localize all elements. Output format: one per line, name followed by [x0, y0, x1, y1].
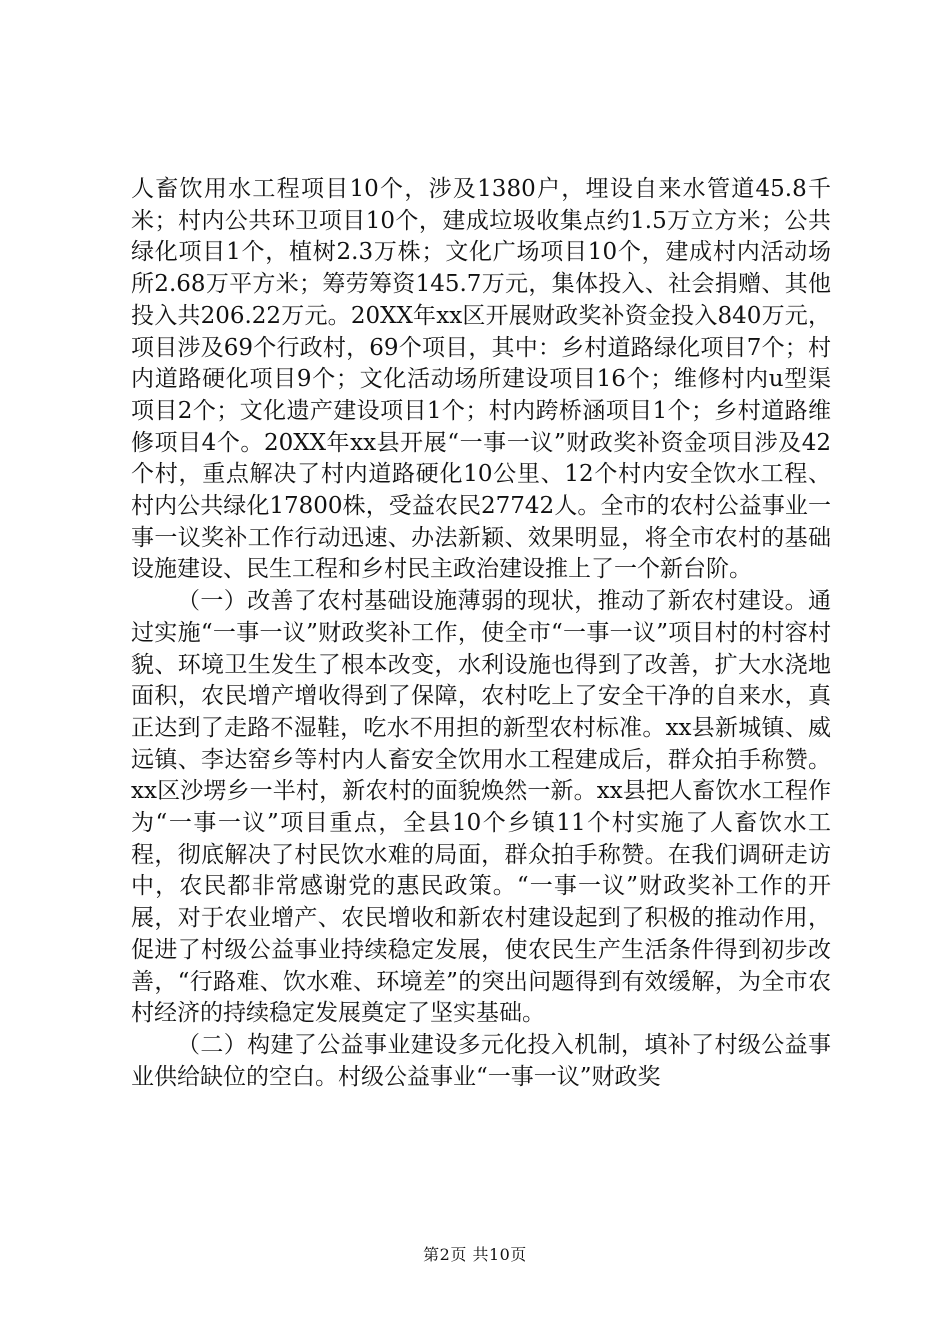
paragraph-3: （二）构建了公益事业建设多元化投入机制，填补了村级公益事业供给缺位的空白。村级公益事业“一事一议”财政奖 [131, 1031, 831, 1090]
paragraph-1: 人畜饮用水工程项目10个，涉及1380户，埋设自来水管道45.8千米；村内公共环卫项目10个，建成垃圾收集点约1.5万立方米；公共绿化项目1个，植树2.3万株；文化广场项目10个，建成村内活动场所2.68万平方米；筹劳筹资145.7万元，集体投入、社会捐赠、其他投入共206.22万元。20XX年xx区开展财政奖补资金投入840万元，项目涉及69个行政村，69个项目，其中：乡村道路绿化项目7个；村内道路硬化项目9个；文化活动场所建设项目16个；维修村内u型渠项目2个；文化遗产建设项目1个；村内跨桥涵项目1个；乡村道路维修项目4个。20XX年xx县开展“一事一议”财政奖补资金项目涉及42个村，重点解决了村内道路硬化10公里、12个村内安全饮水工程、村内公共绿化17800株，受益农民27742人。全市的农村公益事业一事一议奖补工作行动迅速、办法新颖、效果明显，将全市农村的基础设施建设、民生工程和乡村民主政治建设推上了一个新台阶。 [131, 176, 831, 583]
paragraph-2: （一）改善了农村基础设施薄弱的现状，推动了新农村建设。通过实施“一事一议”财政奖补工作，使全市“一事一议”项目村的村容村貌、环境卫生发生了根本改变，水利设施也得到了改善，扩大水浇地面积，农民增产增收得到了保障，农村吃上了安全干净的自来水，真正达到了走路不湿鞋，吃水不用担的新型农村标准。xx县新城镇、威远镇、李达窑乡等村内人畜安全饮用水工程建成后，群众拍手称赞。xx区沙塄乡一半村，新农村的面貌焕然一新。xx县把人畜饮水工程作为“一事一议”项目重点，全县10个乡镇11个村实施了人畜饮水工程，彻底解决了村民饮水难的局面，群众拍手称赞。在我们调研走访中，农民都非常感谢党的惠民政策。“一事一议”财政奖补工作的开展，对于农业增产、农民增收和新农村建设起到了积极的推动作用，促进了村级公益事业持续稳定发展，使农民生产生活条件得到初步改善，“行路难、饮水难、环境差”的突出问题得到有效缓解，为全市农村经济的持续稳定发展奠定了坚实基础。 [131, 588, 831, 1027]
page-footer [0, 1242, 950, 1265]
page-number-label: 第2页 共10页 [423, 1245, 527, 1264]
document-body [131, 174, 831, 1093]
